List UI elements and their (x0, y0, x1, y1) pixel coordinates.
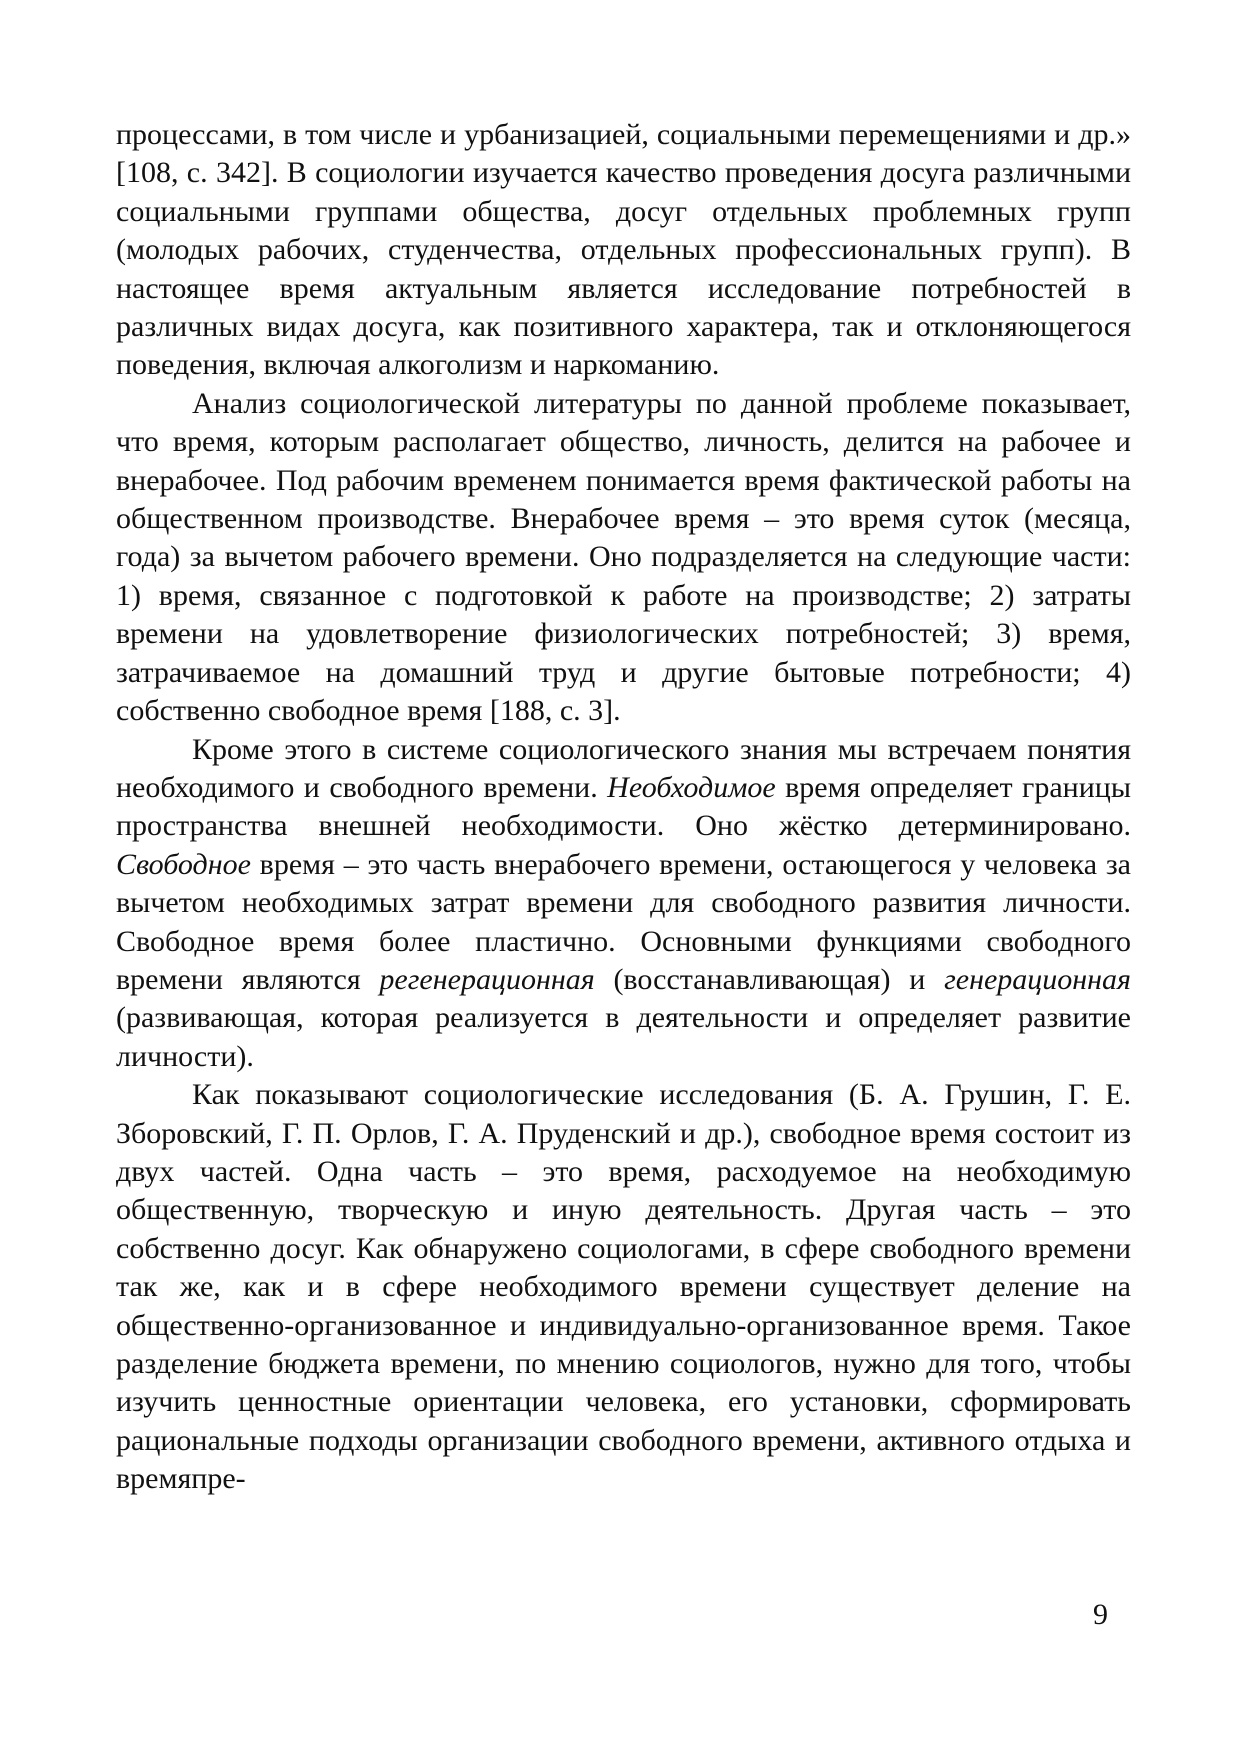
text-run: Как показывают социологические исследования (Б. А. Грушин, Г. Е. Зборовский, Г. П. Орлов, Г. А. Пруденский и др.), свободное время состоит из двух частей. Одна часть – это время, расходуемое на необходимую общественную, творческую и иную деятельность. Другая часть – это собственно досуг. Как обнаружено социологами, в сфере свободного времени так же, как и в сфере необходимого времени существует деление на общественно-организованное и индивидуально-организованное время. Такое разделение бюджета времени, по мнению социологов, нужно для того, чтобы изучить ценностные ориентации человека, его установки, сформировать рациональные подходы организации свободного времени, активного отдыха и времяпре- (116, 1078, 1131, 1496)
paragraph (116, 116, 1131, 385)
paragraph (116, 385, 1131, 731)
text-run: время определяет границы пространства внешней необходимости. Оно жёстко детерминировано. (116, 770, 1131, 843)
text-run: процессами, в том числе и урбанизацией, социальными перемещениями и др.» [108, с. 342]. В социологии изучается качество проведения досуга различными социальными группами общества, досуг отдельных проблемных групп (молодых рабочих, студенчества, отдельных профессиональных групп). В настоящее время актуальным является исследование потребностей в различных видах досуга, как позитивного характера, так и отклоняющегося поведения, включая алкоголизм и наркоманию. (116, 118, 1131, 382)
paragraph (116, 1076, 1131, 1498)
page-number: 9 (1093, 1598, 1108, 1631)
text-run: Кроме этого в системе социологического знания мы встречаем понятия необходимого и свободного времени. (116, 732, 1131, 804)
italic-term: Необходимое (607, 770, 776, 804)
italic-term: Свободное (116, 847, 251, 881)
italic-term: генерационная (944, 962, 1131, 996)
paragraph (116, 731, 1131, 1077)
text-run: (развивающая, которая реализуется в деятельности и определяет развитие личности). (116, 1001, 1131, 1073)
text-run: (восстанавливающая) и (594, 962, 945, 996)
text-run: Анализ социологической литературы по данной проблеме показывает, что время, которым располагает общество, личность, делится на рабочее и внерабочее. Под рабочим временем понимается время фактической работы на общественном производстве. Внерабочее время – это время суток (месяца, года) за вычетом рабочего времени. Оно подразделяется на следующие части: 1) время, связанное с подготовкой к работе на производстве; 2) затраты времени на удовлетворение физиологических потребностей; 3) время, затрачиваемое на домашний труд и другие бытовые потребности; 4) собственно свободное время [188, с. 3]. (116, 386, 1131, 728)
text-run: время – это часть внерабочего времени, остающегося у человека за вычетом необходимых затрат времени для свободного развития личности. Свободное время более пластично. Основными функциями свободного времени являются (116, 847, 1131, 996)
page-body (116, 116, 1131, 1499)
italic-term: регенерационная (379, 962, 595, 996)
